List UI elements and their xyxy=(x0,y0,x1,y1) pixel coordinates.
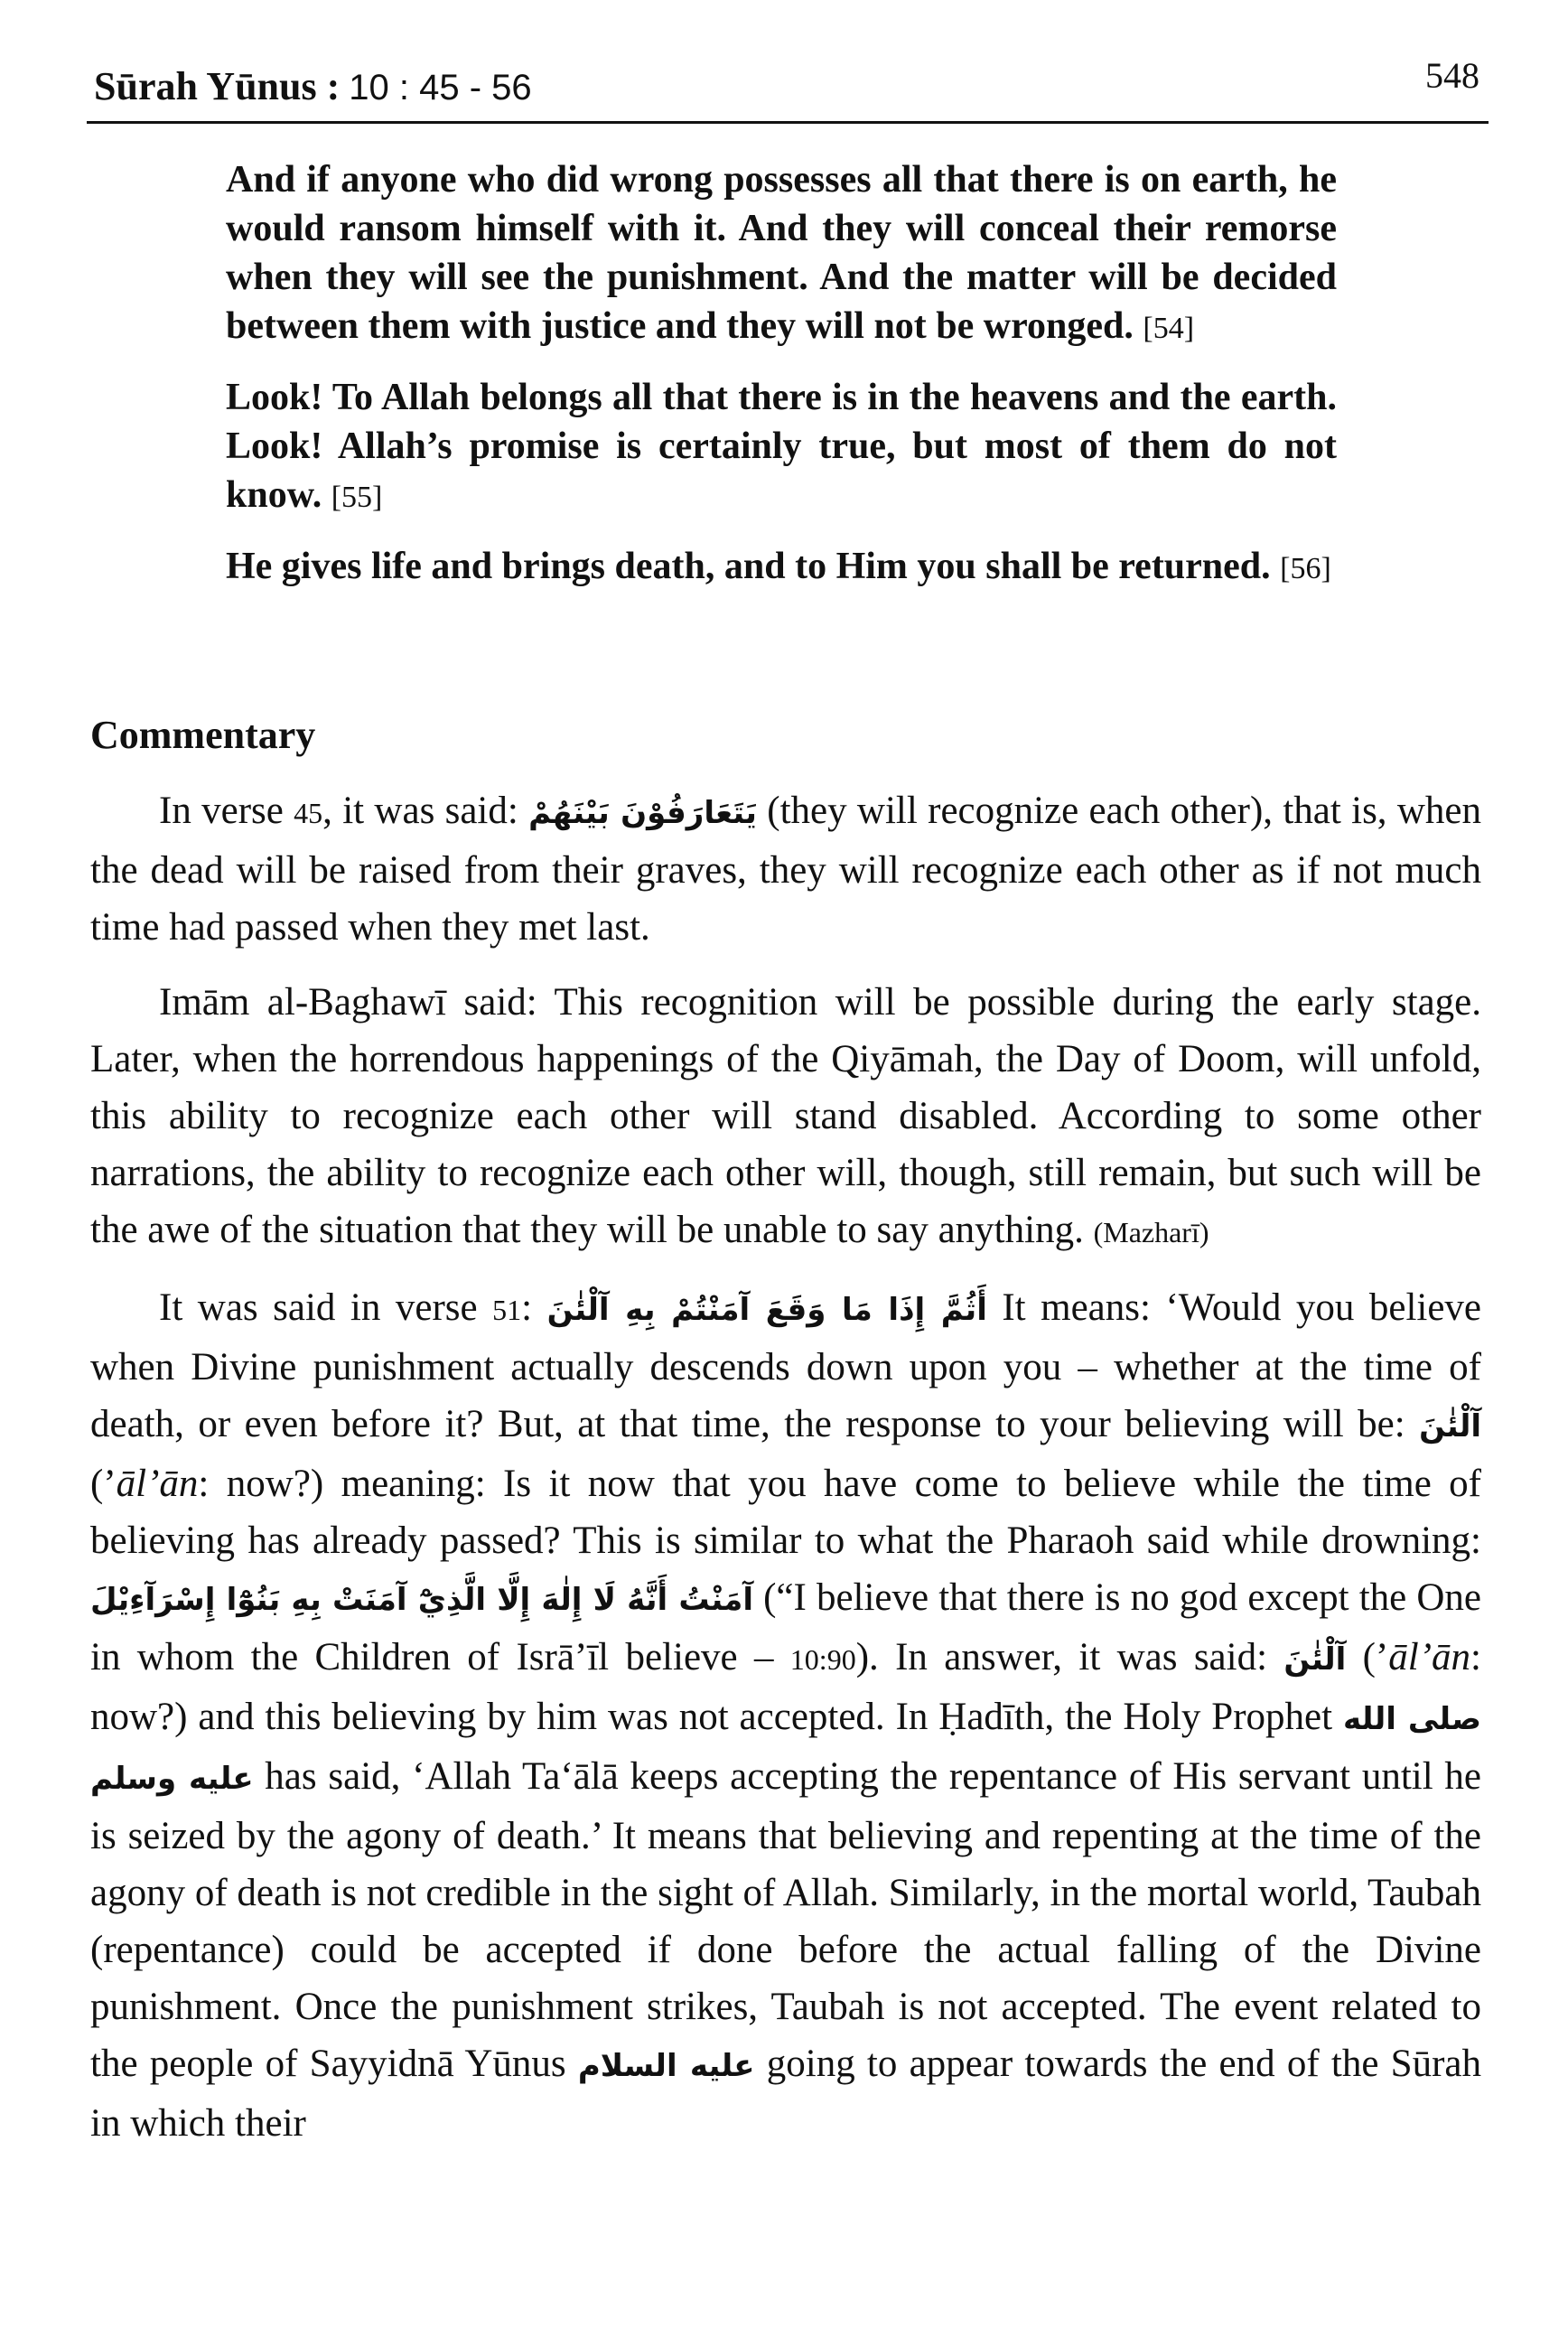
commentary-heading: Commentary xyxy=(90,713,316,757)
honorific: صلى الله عليه وسلم xyxy=(90,1701,1482,1797)
verse-number: [55] xyxy=(331,481,383,514)
verse-55: Look! To Allah belongs all that there is in the heavens and the earth. Look! Allah’s promise is certainly true, but most of them do not know. [55] xyxy=(226,377,1337,516)
source-citation: (Mazharī) xyxy=(1093,1216,1209,1248)
verse-number: [54] xyxy=(1143,312,1195,345)
verse-range: 10 : 45 - 56 xyxy=(349,68,532,108)
verse-number: [56] xyxy=(1280,552,1331,585)
translation-block xyxy=(226,155,1337,613)
arabic-phrase: آلْئٰنَ xyxy=(1419,1408,1481,1444)
commentary-body xyxy=(90,782,1481,2170)
verse-54: And if anyone who did wrong possesses all that there is on earth, he would ransom himself with it. And they will conceal their remorse when they will see the punishment. And the matter will be decided between them with justice and they will not be wronged. [54] xyxy=(226,159,1337,347)
paragraph-verse-51: It was said in verse 51: أَثُمَّ إِذَا مَا وَقَعَ آمَنْتُمْ بِهِ آلْئٰنَ It means: ‘Would you believe when Divine punishment actually descends down upon you – whether at the time of death, or even before it? But, at that time, the response to your believing will be: آلْئٰنَ (’āl’ān: now?) meaning: Is it now that you have come to believe while the time of believing has already passed? This is similar to what the Pharaoh said while drowning: آمَنْتُ أَنَّهُ لَا إِلٰهَ إِلَّا الَّذِيْٓ آمَنَتْ بِهِ بَنُوْٓا إِسْرَآءِيْلَ (“I believe that there is no god except the One in whom the Children of Isrā’īl believe – 10:90). In answer, it was said: آلْئٰنَ (’āl’ān: now?) and this believing by him was not accepted. In Ḥadīth, the Holy Prophet صلى الله عليه وسلم has said, ‘Allah Ta‘ālā keeps accepting the repentance of His servant until he is seized by the agony of death.’ It means that believing and repenting at the time of the agony of death is not credible in the sight of Allah. Similarly, in the mortal world, Taubah (repentance) could be accepted if done before the actual falling of the Divine punishment. Once the punishment strikes, Taubah is not accepted. The event related to the people of Sayyidnā Yūnus عليه السلام going to appear towards the end of the Sūrah in which their xyxy=(90,1286,1482,2145)
arabic-phrase: آمَنْتُ أَنَّهُ لَا إِلٰهَ إِلَّا الَّذِيْٓ آمَنَتْ بِهِ بَنُوْٓا إِسْرَآءِيْلَ xyxy=(90,1582,753,1618)
arabic-phrase: أَثُمَّ إِذَا مَا وَقَعَ آمَنْتُمْ بِهِ آلْئٰنَ xyxy=(546,1292,987,1328)
verse-56: He gives life and brings death, and to Him you shall be returned. [56] xyxy=(226,546,1331,587)
arabic-phrase: يَتَعَارَفُوْنَ بَيْنَهُمْ xyxy=(528,795,757,831)
honorific: عليه السلام xyxy=(577,2048,755,2084)
paragraph-verse-45: In verse 45, it was said: يَتَعَارَفُوْنَ بَيْنَهُمْ (they will recognize each other), that is, when the dead will be raised from their graves, they will recognize each other as if not much time had passed when they met last. xyxy=(90,790,1481,949)
paragraph-baghawi: Imām al-Baghawī said: This recognition will be possible during the early stage. Later, when the horrendous happenings of the Qiyāmah, the Day of Doom, will unfold, this ability to recognize each other will stand disabled. According to some other narrations, the ability to recognize each other will, though, still remain, but such will be the awe of the situation that they will be unable to say anything. (Mazharī) xyxy=(90,981,1481,1251)
running-header xyxy=(87,47,1489,124)
surah-title: Sūrah Yūnus : 10 : 45 - 56 xyxy=(94,64,532,108)
page-number: 548 xyxy=(1425,55,1479,96)
arabic-phrase: آلْئٰنَ xyxy=(1283,1641,1347,1678)
